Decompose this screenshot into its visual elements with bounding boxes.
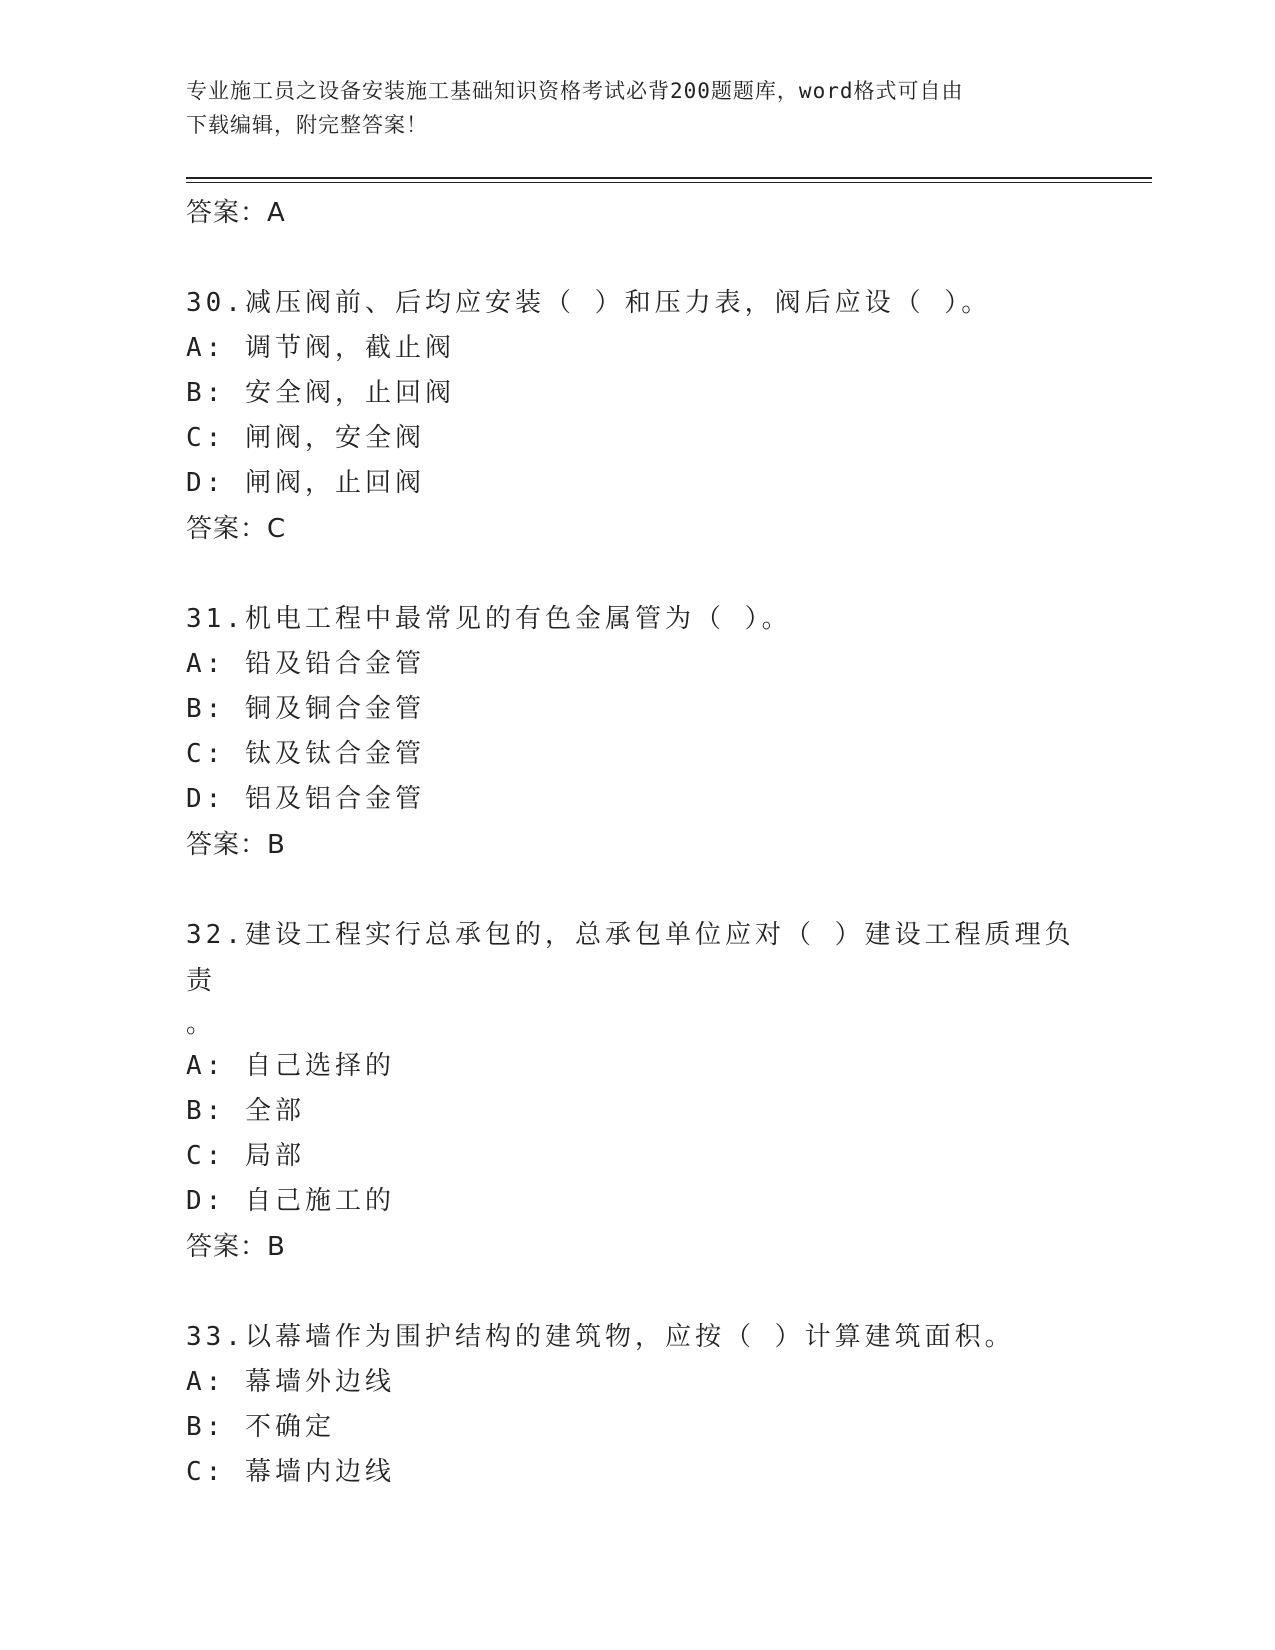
answer-line: 答案：A — [186, 198, 286, 228]
option-b: B: 全部 — [186, 1096, 305, 1126]
question-32 — [186, 912, 1086, 1270]
answer-line: 答案：C — [186, 514, 287, 544]
option-b: B: 不确定 — [186, 1412, 335, 1442]
question-stem: 32.建设工程实行总承包的，总承包单位应对（ ）建设工程质理负责 — [186, 920, 1075, 996]
option-d: D: 自己施工的 — [186, 1186, 395, 1216]
answer-line: 答案：B — [186, 830, 286, 860]
header-divider-thin — [186, 182, 1152, 183]
option-a: A: 调节阀，截止阀 — [186, 333, 455, 363]
question-stem: 33.以幕墙作为围护结构的建筑物，应按（ ）计算建筑面积。 — [186, 1322, 1015, 1352]
question-list — [186, 190, 1086, 1495]
option-c: C: 幕墙内边线 — [186, 1457, 395, 1487]
option-a: A: 幕墙外边线 — [186, 1367, 395, 1397]
question-33 — [186, 1314, 1086, 1495]
option-d: D: 闸阀，止回阀 — [186, 468, 425, 498]
question-31 — [186, 596, 1086, 868]
option-c: C: 局部 — [186, 1141, 305, 1171]
header-line-1: 专业施工员之设备安装施工基础知识资格考试必背200题题库，word格式可自由 — [186, 79, 964, 103]
option-a: A: 铅及铅合金管 — [186, 649, 425, 679]
header-line-2: 下载编辑，附完整答案！ — [186, 113, 428, 137]
document-header — [186, 74, 1066, 142]
question-stem: 30.减压阀前、后均应安装（ ）和压力表，阀后应设（ ）。 — [186, 288, 992, 318]
header-divider-thick — [186, 177, 1152, 179]
question-stem-continuation: 。 — [186, 1009, 213, 1039]
question-30 — [186, 280, 1086, 552]
option-c: C: 钛及钛合金管 — [186, 739, 425, 769]
answer-line: 答案：B — [186, 1232, 286, 1262]
option-b: B: 安全阀，止回阀 — [186, 378, 455, 408]
question-stem: 31.机电工程中最常见的有色金属管为（ ）。 — [186, 604, 792, 634]
option-a: A: 自己选择的 — [186, 1051, 395, 1081]
option-b: B: 铜及铜合金管 — [186, 694, 425, 724]
option-d: D: 铝及铝合金管 — [186, 784, 425, 814]
option-c: C: 闸阀，安全阀 — [186, 423, 425, 453]
